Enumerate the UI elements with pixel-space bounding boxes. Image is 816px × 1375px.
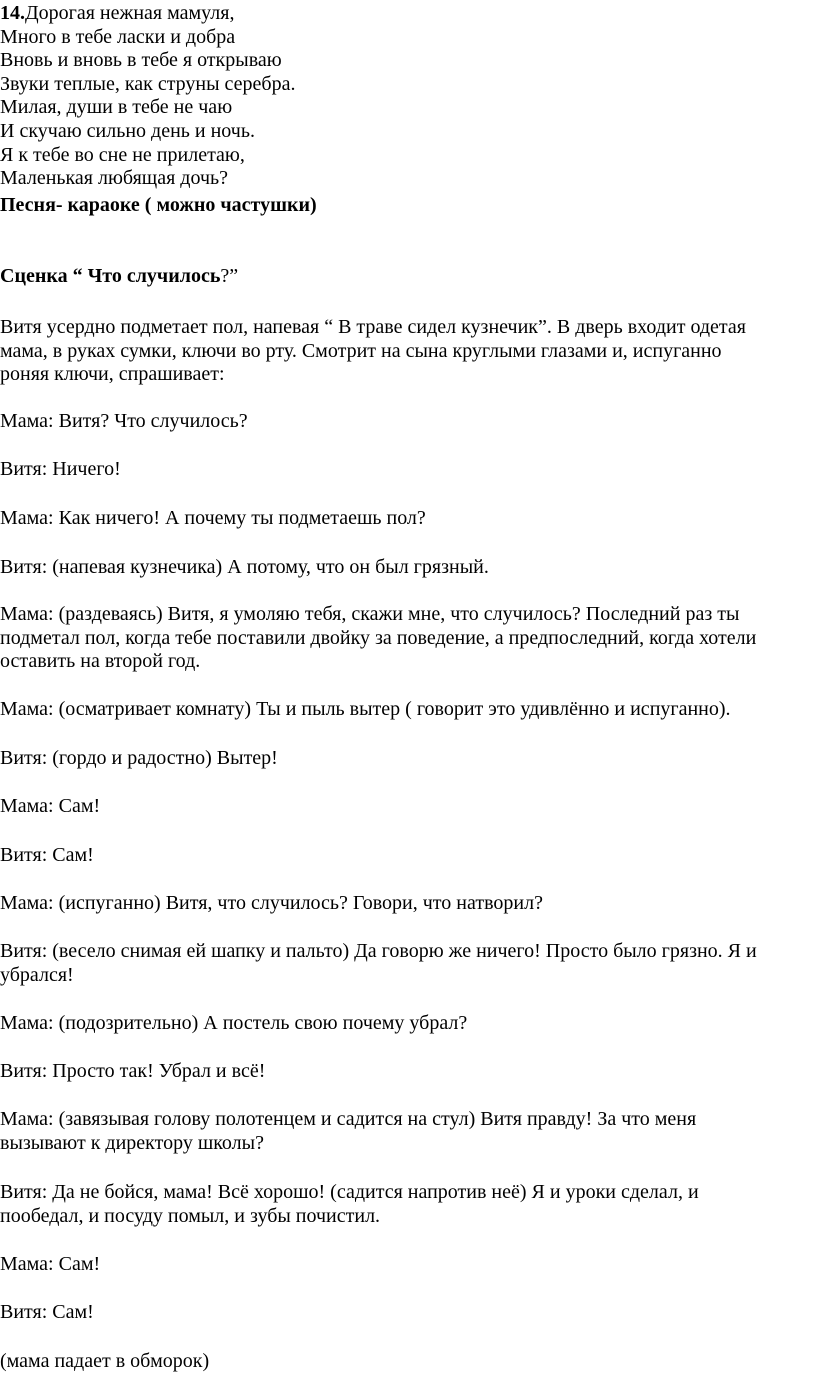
dialogue-text: Мама: (завязывая голову полотенцем и садится на стул) Витя правду! За что меня — [0, 1108, 697, 1130]
dialogue-text: подметал пол, когда тебе поставили двойку за поведение, а предпоследний, когда хотели — [0, 626, 757, 649]
dialogue-text: вызывают к директору школы? — [0, 1131, 264, 1154]
dialogue-text: Витя: (напевая кузнечика) А потому, что он был грязный. — [0, 556, 489, 578]
dialogue-line — [0, 507, 812, 531]
dialogue-line — [0, 1253, 812, 1277]
poem-line — [0, 2, 812, 26]
dialogue-text: пообедал, и посуду помыл, и зубы почистил. — [0, 1204, 381, 1227]
dialogue-text: оставить на второй год. — [0, 650, 201, 673]
poem-line: Я к тебе во сне не прилетаю, — [0, 143, 245, 166]
dialogue-line — [0, 458, 812, 482]
dialogue-line — [0, 747, 812, 771]
song-heading — [0, 194, 812, 218]
dialogue-text: (мама падает в обморок) — [0, 1350, 210, 1372]
scene-title-bold: Сценка “ Что случилось — [0, 265, 221, 287]
dialogue-line — [0, 410, 812, 434]
dialogue-line — [0, 556, 812, 580]
dialogue-line — [0, 1301, 812, 1325]
dialogue-text: Витя: (весело снимая ей шапку и пальто) Да говорю же ничего! Просто было грязно. Я и — [0, 940, 757, 962]
song-heading-text: Песня- караоке ( можно частушки) — [0, 194, 317, 216]
poem-line: Звуки теплые, как струны серебра. — [0, 72, 296, 95]
intro-line: мама, в руках сумки, ключи во рту. Смотрит на сына круглыми глазами и, испуганно — [0, 339, 722, 362]
intro-line: роняя ключи, спрашивает: — [0, 363, 225, 386]
poem-number: 14. — [0, 2, 25, 24]
poem-line: Вновь и вновь в тебе я открываю — [0, 49, 282, 72]
dialogue-text: Витя: Сам! — [0, 1301, 94, 1323]
poem-line-text: Дорогая нежная мамуля, — [25, 2, 235, 24]
dialogue-text: Мама: (испуганно) Витя, что случилось? Говори, что натворил? — [0, 892, 543, 914]
dialogue-text: Мама: (раздеваясь) Витя, я умоляю тебя, скажи мне, что случилось? Последний раз ты — [0, 603, 740, 625]
poem-line: Много в тебе ласки и добра — [0, 25, 236, 48]
scene-title — [0, 265, 812, 289]
dialogue-text: Витя: Просто так! Убрал и всё! — [0, 1060, 266, 1082]
poem-line: Милая, души в тебе не чаю — [0, 96, 233, 119]
dialogue-text: Витя: Ничего! — [0, 458, 121, 480]
dialogue-text: убрался! — [0, 963, 74, 986]
dialogue-line — [0, 892, 812, 916]
dialogue-line — [0, 1060, 812, 1084]
dialogue-line — [0, 603, 812, 674]
dialogue-line — [0, 1181, 812, 1228]
intro-line: Витя усердно подметает пол, напевая “ В траве сидел кузнечик”. В дверь входит одетая — [0, 316, 746, 338]
scene-intro — [0, 316, 812, 387]
dialogue-line — [0, 844, 812, 868]
dialogue-text: Мама: (подозрительно) А постель свою почему убрал? — [0, 1012, 468, 1034]
dialogue-text: Мама: Как ничего! А почему ты подметаешь пол? — [0, 507, 426, 529]
poem — [0, 2, 812, 191]
scene-title-tail: ?” — [220, 265, 239, 287]
dialogue-text: Мама: Сам! — [0, 795, 101, 817]
dialogue-text: Мама: (осматривает комнату) Ты и пыль вытер ( говорит это удивлённо и испуганно). — [0, 698, 731, 720]
dialogue-text: Витя: Да не бойся, мама! Всё хорошо! (садится напротив неё) Я и уроки сделал, и — [0, 1181, 699, 1203]
dialogue-line — [0, 940, 812, 987]
poem-line: Маленькая любящая дочь? — [0, 167, 228, 190]
dialogue-line — [0, 1108, 812, 1155]
dialogue-line — [0, 698, 812, 722]
dialogue-line — [0, 1012, 812, 1036]
poem-line: И скучаю сильно день и ночь. — [0, 119, 255, 142]
dialogue-text: Витя: Сам! — [0, 844, 94, 866]
stage-direction — [0, 1350, 812, 1374]
dialogue-line — [0, 795, 812, 819]
dialogue-text: Мама: Витя? Что случилось? — [0, 410, 248, 432]
dialogue-text: Витя: (гордо и радостно) Вытер! — [0, 747, 278, 769]
dialogue-text: Мама: Сам! — [0, 1253, 101, 1275]
